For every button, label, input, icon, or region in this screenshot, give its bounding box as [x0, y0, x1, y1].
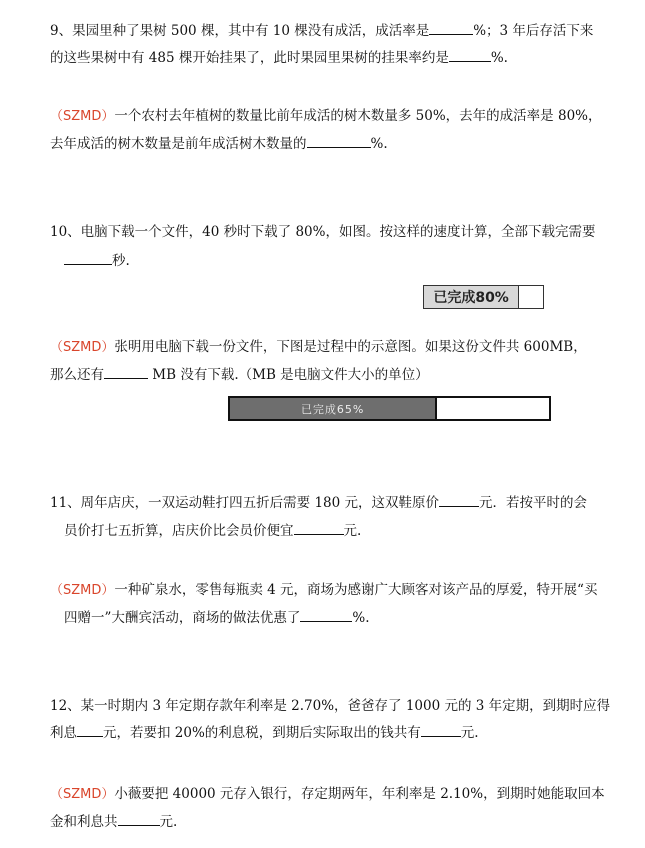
- answer-blank: [449, 49, 491, 62]
- szmd4-line-2: 金和利息共 元.: [50, 814, 178, 830]
- answer-blank: [421, 724, 461, 737]
- answer-blank: [439, 494, 479, 507]
- szmd1-line-2: 去年成活的树木数量是前年成活树木数量的 %.: [50, 136, 388, 152]
- q12-line-1: 12、某一时期内 3 年定期存款年利率是 2.70%，爸爸存了 1000 元的 3 年定期，到期时应得: [50, 698, 611, 714]
- answer-blank: [429, 22, 473, 35]
- q11-line-1: 11、周年店庆，一双运动鞋打四五折后需要 180 元，这双鞋原价 元．若按平时的会: [50, 495, 588, 511]
- download-progress-bar-80: [423, 285, 544, 309]
- progress-fill: 已完成80%: [424, 286, 519, 308]
- answer-blank: [307, 135, 371, 148]
- szmd3-line-1: （SZMD）一种矿泉水，零售每瓶卖 4 元，商场为感谢广大顾客对该产品的厚爱，特开展“买: [50, 582, 598, 598]
- q10-line-2: 秒.: [64, 252, 130, 270]
- q9-line-1: 9、果园里种了果树 500 棵，其中有 10 棵没有成活，成活率是 %；3 年后存活下来: [50, 23, 594, 39]
- q9-line-2: 的这些果树中有 485 棵开始挂果了，此时果园里果树的挂果率约是 %.: [50, 50, 508, 66]
- answer-blank: [300, 609, 352, 622]
- szmd-tag: （SZMD）: [50, 109, 115, 124]
- answer-blank: [294, 522, 344, 535]
- szmd-tag: （SZMD）: [50, 340, 115, 355]
- q12-line-2: 利息 元，若要扣 20%的利息税，到期后实际取出的钱共有 元.: [50, 725, 479, 741]
- answer-blank: [64, 252, 112, 265]
- download-progress-bar-65: [228, 396, 551, 421]
- szmd2-line-1: （SZMD）张明用电脑下载一份文件，下图是过程中的示意图。如果这份文件共 600MB，: [50, 339, 587, 355]
- answer-blank: [77, 724, 103, 737]
- answer-blank: [118, 813, 160, 826]
- q10-line-1: 10、电脑下载一个文件，40 秒时下载了 80%，如图。按这样的速度计算，全部下载完需要: [50, 224, 596, 240]
- q11-line-2: 员价打七五折算，店庆价比会员价便宜 元.: [64, 523, 362, 539]
- szmd4-line-1: （SZMD）小薇要把 40000 元存入银行，存定期两年，年利率是 2.10%，到期时她能取回本: [50, 786, 605, 802]
- szmd2-line-2: 那么还有 MB 没有下载.（MB 是电脑文件大小的单位）: [50, 367, 429, 383]
- szmd-tag: （SZMD）: [50, 583, 115, 598]
- progress-fill: 已完成65%: [230, 398, 437, 419]
- szmd-tag: （SZMD）: [50, 787, 115, 802]
- szmd3-line-2: 四赠一”大酬宾活动，商场的做法优惠了 %.: [64, 610, 370, 626]
- szmd1-line-1: （SZMD）一个农村去年植树的数量比前年成活的树木数量多 50%，去年的成活率是 80%，: [50, 108, 602, 124]
- answer-blank: [104, 366, 148, 379]
